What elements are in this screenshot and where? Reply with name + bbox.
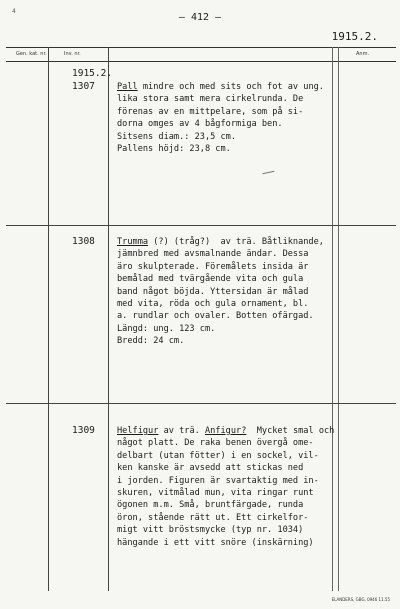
entry-number: 1309 <box>72 425 95 436</box>
header-anm: Anm. <box>356 51 370 57</box>
row-separator-1 <box>6 225 396 226</box>
printer-imprint: ELANDERS, GBG, 0946 11.55 <box>331 597 390 602</box>
header-inv-nr: Inv. nr. <box>64 51 81 57</box>
column-divider-1 <box>48 47 49 591</box>
entry-year: 1915.2. <box>72 68 113 79</box>
entry-title: Pall <box>117 82 138 92</box>
row-separator-2 <box>6 403 396 404</box>
entry-number: 1307 <box>72 81 95 92</box>
entry-1309-text: Helfigur av trä. Anfigur? Mycket smal och något platt. De raka benen övergå ome- delbart (utan fötter) i en sockel, vil- ken kanske är avsedd att stickas ned i jorden. Figuren är svartaktig med in- skuren, vitmålad mun, vita ringar runt ögonen m.m. Små, bruntfärgade, runda öron, stående rätt ut. Ett cirkelfor- migt vitt bröstsmycke (typ nr. 1034) hängande i ett vitt snöre (inskärning) <box>117 426 335 548</box>
entry-1307-text: Pall mindre och med sits och fot av ung. lika stora samt mera cirkelrunda. De förenas av en mittpelare, som på si- dorna omges av 4 bågformiga ben. Sitsens diam.: 23,5 cm. Pallens höjd: 23,8 cm. <box>117 82 324 155</box>
entry-number: 1308 <box>72 236 95 247</box>
entry-1308-text: Trumma (?) (tråg?) av trä. Båtliknande, jämnbred med avsmalnande ändar. Dessa äro skulpterade. Föremålets insida är bemålad med tvärgående vita och gula band något böjda. Yttersidan är målad med vita, röda och gula ornament, bl. a. rundlar och ovaler. Botten ofärgad. Längd: ung. 123 cm. Bredd: 24 cm. <box>117 237 324 347</box>
header-gen-kat: Gen. kat. nr. <box>16 51 47 57</box>
corner-mark: 4 <box>12 8 16 15</box>
page-year: 1915.2. <box>331 30 378 43</box>
pen-mark <box>262 167 275 174</box>
entry-title: Trumma <box>117 237 149 247</box>
page-number: – 412 – <box>178 12 222 23</box>
entry-alt-title: Anfigur? <box>204 426 247 436</box>
entry-title: Helfigur <box>117 426 159 436</box>
column-divider-2 <box>108 47 109 591</box>
